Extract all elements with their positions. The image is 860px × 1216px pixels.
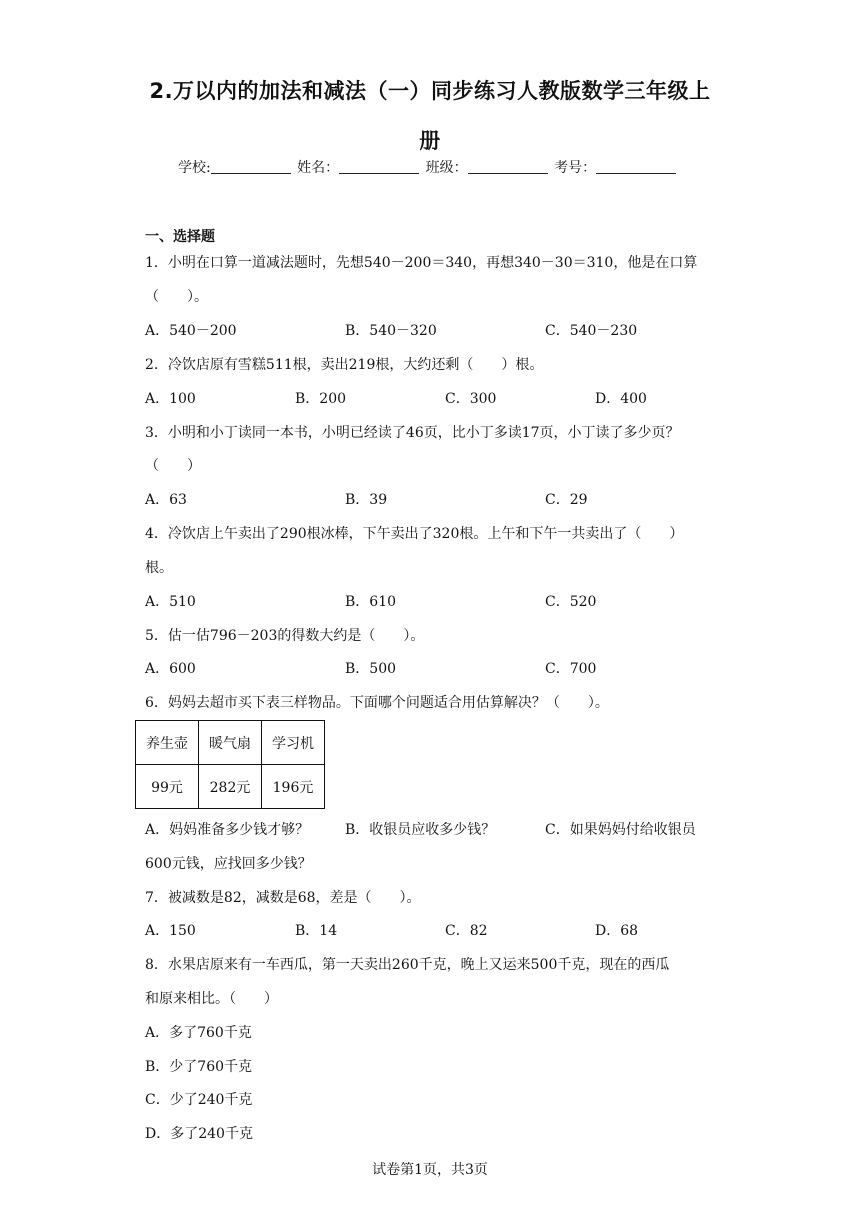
q8-option-d[interactable]: D．多了240千克 — [145, 1126, 253, 1142]
q1-text-1: 1．小明在口算一道减法题时，先想540－200＝340，再想340－30＝310，他是在口算 — [145, 255, 698, 271]
goods-header-cell: 养生壶 — [136, 721, 199, 765]
q7-option-d[interactable]: D．68 — [595, 923, 639, 939]
exam-no-blank[interactable] — [596, 159, 676, 174]
q8-text-1: 8．水果店原来有一车西瓜，第一天卖出260千克，晚上又运来500千克，现在的西瓜 — [145, 957, 670, 973]
q7-option-a[interactable]: A．150 — [145, 923, 196, 939]
goods-header-cell: 暖气扇 — [199, 721, 262, 765]
q8-text-2: 和原来相比。（ ） — [145, 991, 278, 1007]
goods-price-cell: 196元 — [262, 765, 325, 809]
q7-option-c[interactable]: C．82 — [445, 923, 488, 939]
q3-option-b[interactable]: B．39 — [345, 492, 388, 508]
class-label: 班级： — [425, 160, 468, 176]
class-blank[interactable] — [468, 159, 548, 174]
q6-text-1: 6．妈妈去超市买下表三样物品。下面哪个问题适合用估算解决？（ ）。 — [145, 695, 609, 711]
q5-option-a[interactable]: A．600 — [145, 661, 196, 677]
exam-no-label: 考号： — [554, 160, 597, 176]
q3-option-a[interactable]: A．63 — [145, 492, 187, 508]
q3-text-1: 3．小明和小丁读同一本书，小明已经读了46页，比小丁多读17页，小丁读了多少页？ — [145, 425, 680, 441]
goods-header-row — [136, 721, 325, 765]
title-line-1: 2.万以内的加法和减法（一）同步练习人教版数学三年级上 — [149, 79, 711, 103]
exam-title — [120, 66, 740, 166]
q5-text-1: 5．估一估796－203的得数大约是（ ）。 — [145, 628, 425, 644]
q3-text-2: （ ） — [145, 458, 201, 474]
q8-option-a[interactable]: A．多了760千克 — [145, 1025, 252, 1041]
title-line-2: 册 — [419, 129, 441, 153]
q4-text-2: 根。 — [145, 560, 173, 576]
q4-option-c[interactable]: C．520 — [545, 594, 597, 610]
q8-option-c[interactable]: C．少了240千克 — [145, 1092, 253, 1108]
q6-option-c-continued: 600元钱，应找回多少钱？ — [145, 856, 312, 872]
q2-option-b[interactable]: B．200 — [295, 391, 347, 407]
goods-price-row — [136, 765, 325, 809]
q4-option-a[interactable]: A．510 — [145, 594, 196, 610]
q2-option-c[interactable]: C．300 — [445, 391, 497, 407]
q8-option-b[interactable]: B．少了760千克 — [145, 1059, 253, 1075]
q3-option-c[interactable]: C．29 — [545, 492, 588, 508]
name-label: 姓名： — [297, 160, 340, 176]
q5-option-c[interactable]: C．700 — [545, 661, 597, 677]
name-blank[interactable] — [339, 159, 419, 174]
page-footer: 试卷第1页，共3页 — [372, 1162, 488, 1178]
q7-option-b[interactable]: B．14 — [295, 923, 338, 939]
q6-option-b[interactable]: B．收银员应收多少钱？ — [345, 822, 496, 838]
q4-text-1: 4．冷饮店上午卖出了290根冰棒，下午卖出了320根。上午和下午一共卖出了（ ） — [145, 526, 684, 542]
q5-option-b[interactable]: B．500 — [345, 661, 397, 677]
q1-option-b[interactable]: B．540－320 — [345, 323, 437, 339]
goods-header-cell: 学习机 — [262, 721, 325, 765]
q7-text-1: 7．被减数是82，减数是68，差是（ ）。 — [145, 890, 421, 906]
q1-text-2: （ ）。 — [145, 289, 208, 305]
section-heading: 一、选择题 — [145, 229, 215, 245]
q6-option-c[interactable]: C．如果妈妈付给收银员 — [545, 822, 696, 838]
goods-table — [135, 720, 325, 809]
student-info — [178, 157, 678, 177]
q6-option-a[interactable]: A．妈妈准备多少钱才够？ — [145, 822, 310, 838]
q1-option-c[interactable]: C．540－230 — [545, 323, 638, 339]
goods-price-cell: 282元 — [199, 765, 262, 809]
goods-price-cell: 99元 — [136, 765, 199, 809]
q1-option-a[interactable]: A．540－200 — [145, 323, 237, 339]
q2-text-1: 2．冷饮店原有雪糕511根，卖出219根，大约还剩（ ）根。 — [145, 357, 544, 373]
q2-option-d[interactable]: D．400 — [595, 391, 647, 407]
school-label: 学校: — [178, 160, 211, 176]
q2-option-a[interactable]: A．100 — [145, 391, 196, 407]
school-blank[interactable] — [211, 159, 291, 174]
q4-option-b[interactable]: B．610 — [345, 594, 397, 610]
